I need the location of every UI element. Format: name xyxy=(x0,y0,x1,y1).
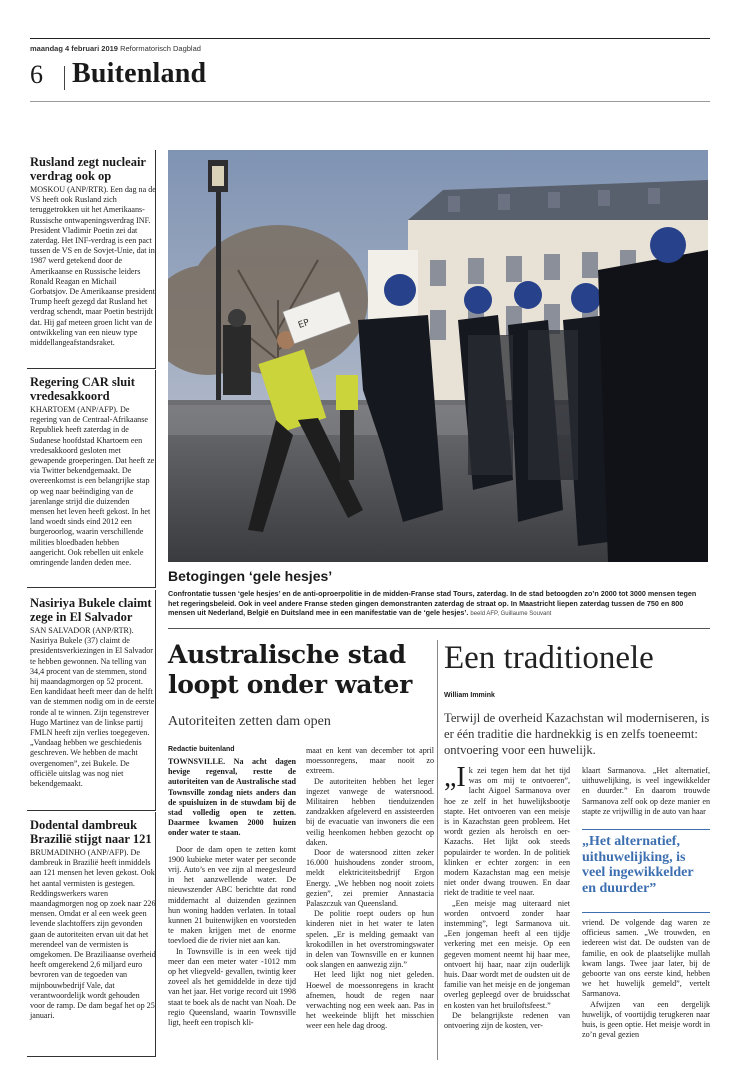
brief-2 xyxy=(30,375,156,568)
brief-headline: Nasiriya Bukele claimt zege in El Salvador xyxy=(30,596,152,624)
article1-column-2 xyxy=(306,746,434,1032)
article2-paragraph: „Een meisje mag uiteraard niet worden ontvoerd zonder haar instemming”, legt Sarmanova uit. „Een jongeman heeft al een tijdje verkering met een meisje. Op een gegeven moment neemt hij haar mee, ontvoert hij haar, naar zijn ouderlijk huis. Daar wordt met de oudsten uit de familie van het meisje en de jongeman overleg gepleegd over de bruidsschat en kosten van het bruiloftsfeest.” xyxy=(444,898,570,1010)
caption-text: Confrontatie tussen ‘gele hesjes’ en de anti-oproerpolitie in de midden-Franse stad Tours, zaterdag. In de stad betoogden zo’n 2000 tot 3000 mensen tegen het regeringsbeleid. Ook in veel andere Franse steden gingen demonstranten zaterdag de straat op. In Maastricht liepen zaterdag tussen de 750 en 800 mensen uit Nederland, België en Duitsland mee in een manifestatie van de ‘gele hesjes’. xyxy=(168,589,697,618)
brief-1 xyxy=(30,155,156,348)
brief-body: MOSKOU (ANP/RTR). Een dag na de VS heeft ook Rusland zich teruggetrokken uit het Amerikaans-Russische ontwapeningsverdrag INF. President Vladimir Poetin zei dat zaterdag. Het INF-verdrag is een pact tussen de VS en de Sovjet-Unie, dat in 1987 werd getekend door de Amerikaanse en Russische leiders Ronald Reagan en Michail Gorbatsjov. De Amerikaanse president Trump heeft gezegd dat Rusland het verdrag schendt, maar Poetin bestrijdt dat. Hij gaf meteen groen licht van de ontwikkeling van een nieuw type middellangeafstandsraket. xyxy=(30,185,156,348)
header-rule xyxy=(30,101,710,102)
article2-column-1 xyxy=(444,762,570,1031)
brief-body: BRUMADINHO (ANP/AFP). De dambreuk in Brazilië heeft inmiddels aan 121 mensen het leven gekost. Ook het aantal vermisten is gestegen. Reddingswerkers waren maandagmorgen nog op zoek naar 226 mensen. Omdat er al een week geen levende slachtoffers zijn gevonden gaan de autoriteiten ervan uit dat het merendeel van de vermisten is omgekomen. De Braziliaanse overheid heeft omgerekend 2,6 miljard euro bevroren van de tegoeden van mijnbouwbedrijf Vale, dat verantwoordelijk wordt gehouden voor de ramp. De dam begaf het op 25 januari. xyxy=(30,848,156,1021)
article1-paragraph: Door de watersnood zitten zeker 16.000 huishoudens zonder stroom, meldt elektriciteitsbedrijf Ergon Energy. „We hebben nog nooit zoiets gezien”, zei premier Annastacia Palaszczuk van Queensland. xyxy=(306,848,434,909)
article1-paragraph: De autoriteiten hebben het leger ingezet vanwege de watersnood. Militairen hebben tienduizenden zandzakken afgeleverd en assisteerden bij de evacuatie van inwoners die een veilig heenkomen hebben gezocht op daken. xyxy=(306,776,434,847)
article1-subhead: Autoriteiten zetten dam open xyxy=(168,714,331,729)
top-rule xyxy=(30,38,710,39)
brief-3 xyxy=(30,596,156,789)
article2-paragraph: vriend. De volgende dag waren ze officieus samen. „We trouwden, en iedereen wist dat. De oudsten van de familie, en ook de plaatselijke mullah kwam langs. Twee jaar later, bij de geboorte van ons eerste kind, hebben we het huwelijk gemeld”, vertelt Sarmanova. xyxy=(582,918,710,999)
brief-body: SAN SALVADOR (ANP/RTR). Nasiriya Bukele (37) claimt de presidentsverkiezingen in El Salvador te hebben gewonnen. Na telling van 34,4 procent van de stemmen, stond hij maandagmorgen op 52 procent. Een kandidaat heeft meer dan de helft van de stemmen nodig om in de eerste ronde al te winnen. Zijn tegenstrever Hugo Martinez van de linkse partij FMLN heeft zijn verlies toegegeven. „Vandaag hebben we geschiedenis geschreven. We hebben de macht overgenomen”, zei Bukele. De officiële uitslag was nog niet bekendgemaakt. xyxy=(30,626,155,789)
news-photo xyxy=(168,150,708,562)
caption-headline: Betogingen ‘gele hesjes’ xyxy=(168,568,333,584)
article2-column-2-cont xyxy=(582,918,710,1040)
pull-quote: „Het alternatief, uithuwelijking, is veel ingewikkelder en duurder” xyxy=(582,834,694,896)
article1-lede: TOWNSVILLE. Na acht dagen hevige regenval, restte de autoriteiten van de Australische stad Townsville zondag niets anders dan de spuisluizen in de stuwdam bij de stad volledig open te zetten. Daarmee kwamen 2000 huizen onder water te staan. xyxy=(168,757,296,838)
section-divider xyxy=(64,66,65,90)
article1-headline: Australische stad loopt onder water xyxy=(168,640,412,699)
column-divider xyxy=(437,640,438,1060)
brief-body: KHARTOEM (ANP/AFP). De regering van de Centraal-Afrikaanse Republiek heeft zaterdag in de Sudanese hoofdstad Khartoem een vredesakkoord gesloten met gewapende groeperingen. Dat heeft ze via Twitter bekendgemaakt. De overeenkomst is een belangrijke stap op weg naar beëindiging van de jarenlange strijd die duizenden mensen het leven heeft gekost. In het land woedt sinds eind 2012 een burgeroorlog, waarin verschillende milities bloedbaden hebben aangericht. Ook rebellen uit enkele omringende landen deden mee. xyxy=(30,405,155,568)
pull-quote-bottom-rule xyxy=(582,912,710,913)
article2-paragraph: De belangrijkste redenen van ontvoering zijn de kosten, ver- xyxy=(444,1010,570,1031)
photo-credit: beeld AFP, Guillaume Souvant xyxy=(470,611,552,618)
brief-headline: Regering CAR sluit vredesakkoord xyxy=(30,375,135,403)
placard-text: EP xyxy=(296,317,311,331)
article1-paragraph: De politie roept ouders op hun kinderen niet in het water te laten spelen. „Er is melding gemaakt van krokodillen in het overstromingswater in delen van Townsville en er kunnen ook slangen en aanwezig zijn.” xyxy=(306,909,434,970)
article2-paragraph: k zei tegen hem dat het tijd was om mij te ontvoeren”, lacht Aigoel Sarmanova over hoe ze zelf in het huwelijksbootje stapte. Het ontvoeren van een meisje is in Kazachstan geen probleem. Het wordt gezien als heroïsch en oer-Kazachs. Het lijkt ook steeds populairder te worden. In de politiek klinken er echter zorgen: in een modern Kazachstan mag een meisje niet onder dwang trouwen. En daar riekt de traditie te veel naar. xyxy=(444,766,570,898)
dropcap: „I xyxy=(444,762,466,793)
article1-paragraph: Het leed lijkt nog niet geleden. Hoewel de moessonregens in kracht afnemen, houdt de regen naar verwachting nog een week aan. Pas in het weekeinde blijft het misschien weer een hele dag droog. xyxy=(306,970,434,1031)
article1-byline: Redactie buitenland xyxy=(168,746,235,753)
article2-lede: Terwijl de overheid Kazachstan wil moderniseren, is er één traditie die hardnekkig is en zelfs toeneemt: ontvoering voor een huwelijk. xyxy=(444,711,710,757)
protest-photo-illustration xyxy=(168,150,708,562)
article1-paragraph: maat en kent van december tot april moessonregens, maar nooit zo extreem. xyxy=(306,746,434,776)
brief-4 xyxy=(30,818,156,1021)
brief-headline: Dodental dambreuk Brazilië stijgt naar 121 xyxy=(30,818,152,846)
article1-column-1 xyxy=(168,757,296,1028)
article1-paragraph: Door de dam open te zetten komt 1900 kubieke meter water per seconde vrij. Auto’s en vee zijn al meegesleurd in het aanzwellende water. De nieuwszender ABC berichtte dat rond middernacht al duizenden gezinnen hun woning hadden verlaten. In totaal kunnen 21 buitenwijken en voorsteden te maken krijgen met de enorme toevloed die de rivier niet aan kan. xyxy=(168,844,296,946)
brief-headline: Rusland zegt nucleair verdrag ook op xyxy=(30,155,146,183)
article2-headline: Een traditionele xyxy=(444,640,654,676)
photo-caption xyxy=(168,589,708,620)
article2-column-2 xyxy=(582,766,710,817)
caption-rule xyxy=(168,628,710,629)
article2-byline: William Immink xyxy=(444,692,495,699)
article1-paragraph: In Townsville is in een week tijd meer dan een meter water -1012 mm op het vliegveld- gevallen, twintig keer zoveel als het gemiddelde in deze tijd van het jaar. Het vorige record uit 1998 staat te boek als de nacht van Noah. De regio Queensland, waarin Townsville ligt, heeft een tropisch kli- xyxy=(168,946,296,1028)
pull-quote-top-rule xyxy=(582,829,710,830)
article2-paragraph: klaart Sarmanova. „Het alternatief, uithuwelijking, is veel ingewikkelder en duurder.” En daarom trouwde Sarmanova zelf ook op deze manier en stapte ze vrijwillig in de auto van haar xyxy=(582,766,710,816)
date: maandag 4 februari 2019 xyxy=(30,44,118,53)
page-number: 6 xyxy=(30,60,43,89)
section-title: Buitenland xyxy=(72,58,207,89)
article2-paragraph: Afwijzen van een dergelijk huwelijk, of voortijdig terugkeren naar huis, is geen optie. Het meisje wordt in zo’n geval gezien xyxy=(582,999,710,1040)
paper-name: Reformatorisch Dagblad xyxy=(120,44,201,53)
dateline xyxy=(30,44,201,53)
